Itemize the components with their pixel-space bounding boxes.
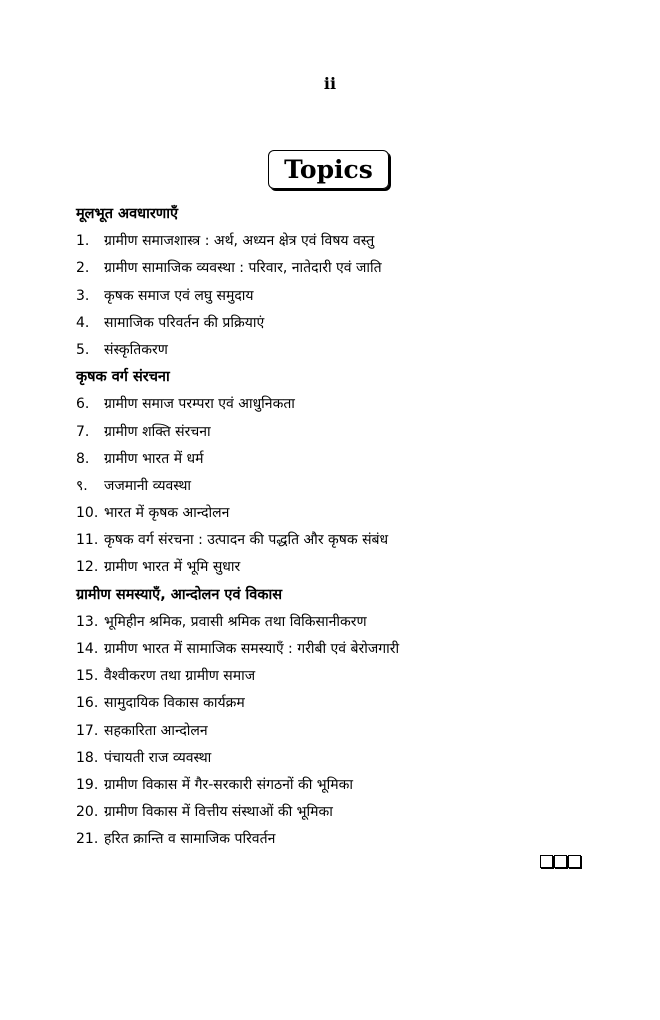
square-icon [554, 855, 567, 868]
toc-item [76, 527, 616, 554]
item-title: भारत में कृषक आन्दोलन [104, 505, 230, 522]
toc-item [76, 799, 616, 826]
toc-item [76, 745, 616, 772]
item-number: 15. [76, 668, 99, 685]
toc-item [76, 446, 616, 473]
item-number: 4. [76, 314, 90, 331]
item-title: हरित क्रान्ति व सामाजिक परिवर्तन [104, 831, 276, 848]
item-number: 21. [76, 831, 99, 848]
item-number: 8. [76, 450, 90, 467]
item-number: 17. [76, 722, 99, 739]
toc-item [76, 718, 616, 745]
item-number: 12. [76, 559, 99, 576]
item-number: 1. [76, 233, 90, 250]
toc-item [76, 391, 616, 418]
table-of-contents [76, 201, 616, 854]
toc-item [76, 663, 616, 690]
item-title: ग्रामीण विकास में वित्तीय संस्थाओं की भूमिका [104, 804, 333, 821]
item-number: 7. [76, 423, 90, 440]
toc-item [76, 636, 616, 663]
item-title: ग्रामीण भारत में धर्म [104, 450, 204, 467]
item-title: जजमानी व्यवस्था [104, 477, 192, 494]
item-number: 11. [76, 532, 99, 549]
square-icon [540, 855, 553, 868]
item-number: 19. [76, 776, 99, 793]
item-number: 10. [76, 505, 99, 522]
item-title: कृषक वर्ग संरचना : उत्पादन की पद्धति और कृषक संबंध [104, 532, 389, 549]
section-heading: ग्रामीण समस्याएँ, आन्दोलन एवं विकास [76, 586, 283, 603]
toc-item [76, 690, 616, 717]
toc-item [76, 500, 616, 527]
item-number: 20. [76, 804, 99, 821]
toc-item [76, 255, 616, 282]
page-number: ii [323, 74, 337, 93]
item-title: सामाजिक परिवर्तन की प्रक्रियाएं [104, 314, 265, 331]
section-heading: कृषक वर्ग संरचना [76, 369, 170, 386]
item-number: 18. [76, 749, 99, 766]
item-number: ९. [76, 477, 88, 494]
item-number: 16. [76, 695, 99, 712]
toc-item [76, 826, 616, 853]
item-number: 3. [76, 287, 90, 304]
item-title: ग्रामीण शक्ति संरचना [104, 423, 211, 440]
toc-item [76, 554, 616, 581]
item-number: 14. [76, 641, 99, 657]
toc-item [76, 228, 616, 255]
item-title: ग्रामीण सामाजिक व्यवस्था : परिवार, नातेदारी एवं जाति [104, 260, 382, 277]
item-title: ग्रामीण भारत में सामाजिक समस्याएँ : गरीबी एवं बेरोजगारी [104, 641, 400, 657]
toc-item [76, 772, 616, 799]
item-title: सामुदायिक विकास कार्यक्रम [104, 695, 245, 712]
toc-item [76, 283, 616, 310]
item-title: ग्रामीण विकास में गैर-सरकारी संगठनों की भूमिका [104, 776, 354, 793]
toc-item [76, 310, 616, 337]
page-title: Topics [268, 150, 389, 189]
item-title: कृषक समाज एवं लघु समुदाय [104, 287, 254, 304]
item-title: सहकारिता आन्दोलन [104, 722, 208, 739]
square-icon [568, 855, 581, 868]
toc-item [76, 473, 616, 500]
item-title: भूमिहीन श्रमिक, प्रवासी श्रमिक तथा विकिसानीकरण [104, 613, 367, 630]
item-number: 5. [76, 341, 90, 358]
item-title: ग्रामीण समाजशास्त्र : अर्थ, अध्यन क्षेत्र एवं विषय वस्तु [104, 233, 375, 250]
item-title: संस्कृतिकरण [104, 341, 168, 358]
item-title: पंचायती राज व्यवस्था [104, 749, 212, 766]
item-number: 2. [76, 260, 90, 277]
toc-item [76, 419, 616, 446]
end-mark [540, 855, 582, 872]
toc-item [76, 609, 616, 636]
section-heading: मूलभूत अवधारणाएँ [76, 206, 179, 222]
item-title: ग्रामीण भारत में भूमि सुधार [104, 559, 241, 576]
item-number: 6. [76, 396, 90, 413]
item-title: वैश्वीकरण तथा ग्रामीण समाज [104, 668, 256, 685]
toc-item [76, 337, 616, 364]
item-number: 13. [76, 613, 99, 630]
item-title: ग्रामीण समाज परम्परा एवं आधुनिकता [104, 396, 295, 413]
